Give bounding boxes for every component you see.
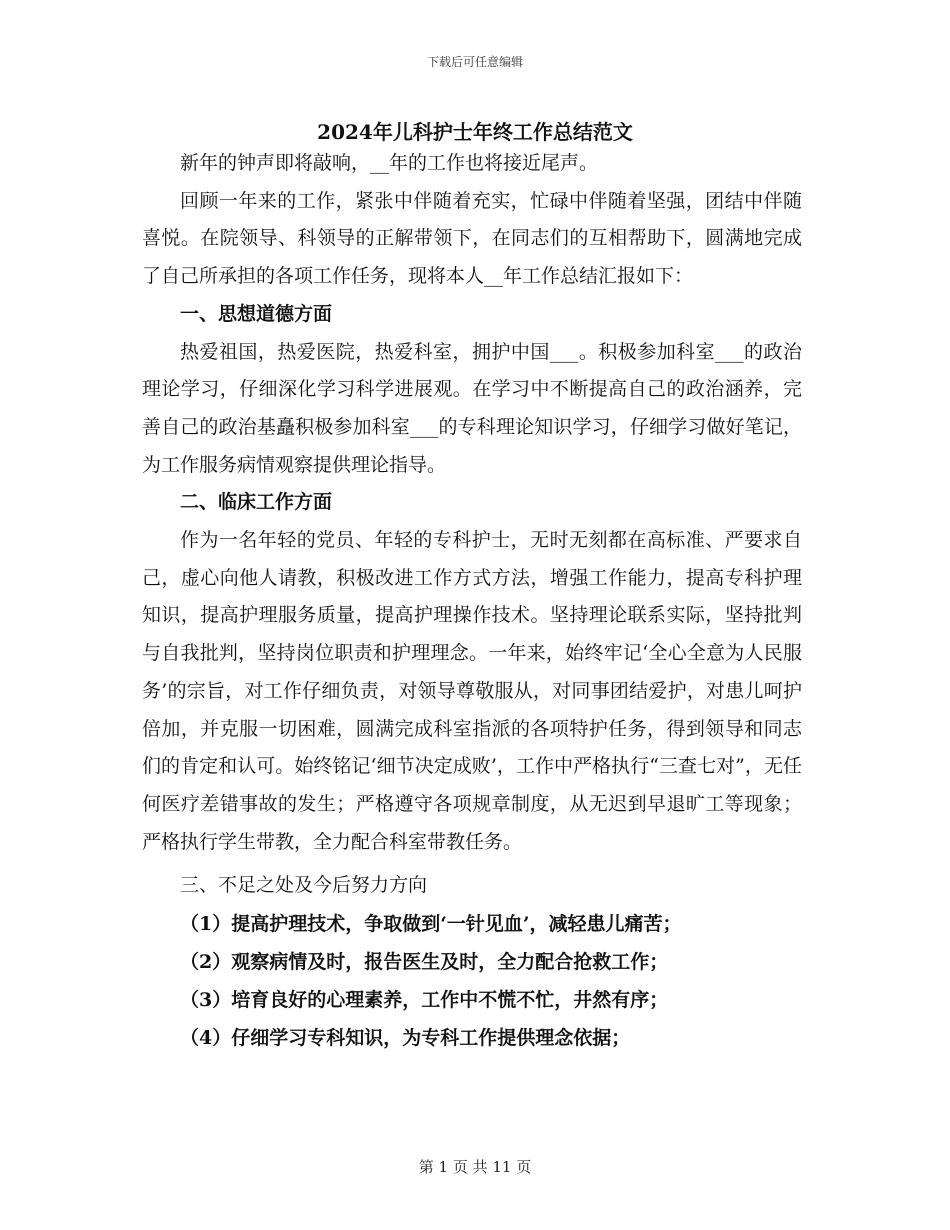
review-paragraph: 回顾一年来的工作，紧张中伴随着充实，忙碌中伴随着坚强，团结中伴随喜悦。在院领导、科领导的正解带领下，在同志们的互相帮助下，圆满地完成了自己所承担的各项工作任务，现将本人__年工作总结汇报如下： — [142, 189, 802, 288]
intro-paragraph: 新年的钟声即将敲响，__年的工作也将接近尾声。 — [180, 152, 599, 174]
section-heading-clinical: 二、临床工作方面 — [180, 491, 333, 514]
ideology-paragraph: 热爱祖国，热爱医院，热爱科室，拥护中国___。积极参加科室___的政治理论学习，仔细深化学习科学进展观。在学习中不断提高自己的政治涵养，完善自己的政治基矗积极参加科室___的专科理论知识学习，仔细学习做好笔记，为工作服务病情观察提供理论指导。 — [142, 340, 802, 476]
page-number: 第 1 页 共 11 页 — [418, 1158, 532, 1176]
section-heading-improvement: 三、不足之处及今后努力方向 — [180, 874, 428, 897]
document-title: 2024年儿科护士年终工作总结范文 — [317, 120, 633, 144]
document-body — [142, 145, 802, 1057]
improvement-item: （2）观察病情及时，报告医生及时，全力配合抢救工作； — [180, 951, 669, 974]
improvement-item: （4）仔细学习专科知识，为专科工作提供理念依据； — [180, 1027, 631, 1050]
improvement-item: （1）提高护理技术，争取做到‘一针见血’，减轻患儿痛苦； — [180, 913, 682, 936]
page-header-note: 下载后可任意编辑 — [426, 55, 523, 69]
clinical-paragraph: 作为一名年轻的党员、年轻的专科护士，无时无刻都在高标准、严要求自己，虚心向他人请教，积极改进工作方式方法，增强工作能力，提高专科护理知识，提高护理服务质量，提高护理操作技术。坚持理论联系实际，坚持批判与自我批判，坚持岗位职责和护理理念。一年来，始终牢记‘全心全意为人民服务’的宗旨，对工作仔细负责，对领导尊敬服从，对同事团结爱护，对患儿呵护倍加，并克服一切困难，圆满完成科室指派的各项特护任务，得到领导和同志们的肯定和认可。始终铭记‘细节决定成败’，工作中严格执行“三查七对”，无任何医疗差错事故的发生；严格遵守各项规章制度，从无迟到早退旷工等现象；严格执行学生带教，全力配合科室带教任务。 — [142, 529, 802, 853]
section-heading-ideology: 一、思想道德方面 — [180, 302, 333, 325]
improvement-item: （3）培育良好的心理素养，工作中不慌不忙，井然有序； — [180, 989, 669, 1012]
